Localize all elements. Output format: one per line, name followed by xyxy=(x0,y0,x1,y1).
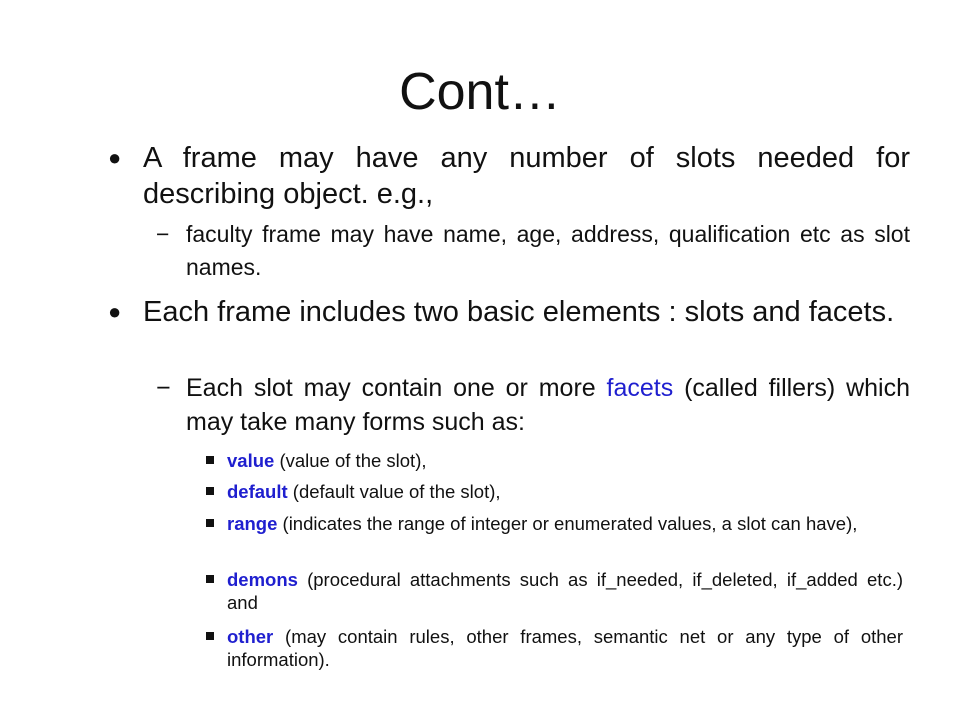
facet-text-value: (value of the slot), xyxy=(279,450,427,471)
facet-text-range: (indicates the range of integer or enumerated values, a slot can have), xyxy=(282,513,858,534)
sub-bullet-2-1 xyxy=(156,371,910,439)
dash-bullet-icon: − xyxy=(156,374,171,402)
facet-keyword-value: value xyxy=(227,450,275,471)
facet-keyword-other: other xyxy=(227,626,274,647)
facet-item-other xyxy=(227,625,903,671)
slide-title: Cont… xyxy=(399,63,561,121)
sub-bullet-1-1 xyxy=(156,218,910,284)
bullet-1-text: A frame may have any number of slots needed for describing object. e.g., xyxy=(143,142,910,210)
facet-item-value xyxy=(227,449,903,472)
square-bullet-icon xyxy=(206,575,214,583)
bullet-2-text: Each frame includes two basic elements : slots and facets. xyxy=(143,296,895,328)
sub-bullet-1-1-text: faculty frame may have name, age, address, qualification etc as slot names. xyxy=(186,221,910,280)
square-bullet-icon xyxy=(206,632,214,640)
bullet-1 xyxy=(108,140,910,212)
facet-text-other: (may contain rules, other frames, semantic net or any type of other information). xyxy=(227,626,903,670)
facet-text-default: (default value of the slot), xyxy=(292,481,501,502)
bullet-dot-icon: ● xyxy=(108,145,122,170)
facet-item-range xyxy=(227,512,903,535)
facet-keyword-range: range xyxy=(227,513,278,534)
facets-keyword: facets xyxy=(606,374,674,402)
square-bullet-icon xyxy=(206,487,214,495)
bullet-dot-icon: ● xyxy=(108,299,122,324)
square-bullet-icon xyxy=(206,456,214,464)
facet-item-default xyxy=(227,480,903,503)
sub-bullet-2-1-after: (called fillers) which may take many forms such as: xyxy=(186,374,910,436)
facet-item-demons xyxy=(227,568,903,614)
dash-bullet-icon: − xyxy=(156,221,170,247)
facet-text-demons: (procedural attachments such as if_needed, if_deleted, if_added etc.) and xyxy=(227,569,903,613)
facet-keyword-default: default xyxy=(227,481,288,502)
facet-keyword-demons: demons xyxy=(227,569,298,590)
bullet-2 xyxy=(108,294,910,330)
square-bullet-icon xyxy=(206,519,214,527)
sub-bullet-2-1-before: Each slot may contain one or more xyxy=(186,374,596,402)
